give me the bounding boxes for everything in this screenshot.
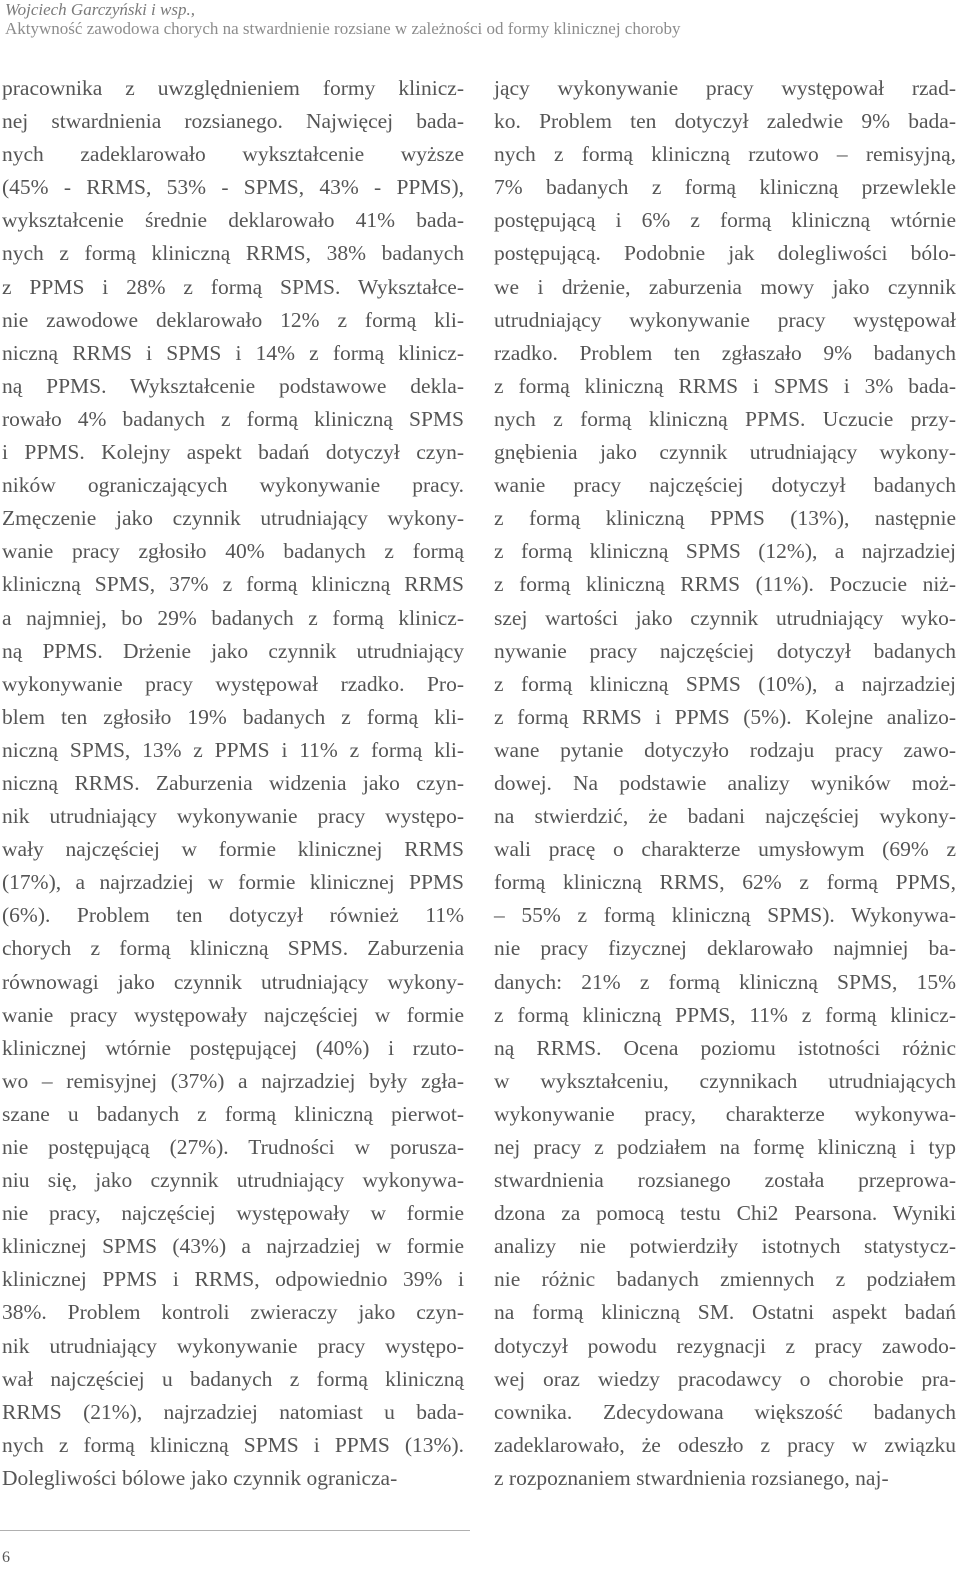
text-line: Zmęczenie jako czynnik utrudniający wykony- (2, 506, 464, 531)
text-line: analizy nie potwierdziły istotnych statystycz- (494, 1234, 956, 1259)
text-line: postępującą i 6% z formą kliniczną wtórnie (494, 208, 956, 233)
text-line: wykonywanie pracy, charakterze wykonywa- (494, 1101, 956, 1126)
text-line: z formą RRMS i PPMS (5%). Kolejne analizo- (494, 704, 956, 729)
text-line: ną RRMS. Ocena poziomu istotności różnic (494, 1035, 956, 1060)
text-line: z formą kliniczną RRMS i SPMS i 3% bada- (494, 373, 956, 398)
text-line: szane u badanych z formą kliniczną pierwot- (2, 1101, 464, 1126)
text-line: chorych z formą kliniczną SPMS. Zaburzenia (2, 936, 464, 961)
text-line: ną PPMS. Drżenie jako czynnik utrudniający (2, 638, 464, 663)
text-line: Dolegliwości bólowe jako czynnik ogranicza- (2, 1465, 398, 1490)
text-line: z PPMS i 28% z formą SPMS. Wykształce- (2, 274, 464, 299)
text-line: danych: 21% z formą kliniczną SPMS, 15% (494, 969, 956, 994)
text-line: nych z formą kliniczną rzutowo – remisyjną, (494, 142, 956, 167)
text-line: 7% badanych z formą kliniczną przewlekle (494, 175, 956, 200)
text-line: nej stwardnienia rozsianego. Najwięcej bada- (2, 109, 464, 134)
text-line: cownika. Zdecydowana większość badanych (494, 1399, 956, 1424)
text-line: ko. Problem ten dotyczył zaledwie 9% bada- (494, 109, 956, 134)
text-line: klinicznej PPMS i RRMS, odpowiednio 39% i (2, 1267, 464, 1292)
text-line: rowało 4% badanych z formą kliniczną SPMS (2, 406, 464, 431)
text-line: klinicznej wtórnie postępującej (40%) i rzuto- (2, 1035, 464, 1060)
text-line: ników ograniczających wykonywanie pracy. (2, 473, 464, 498)
text-line: niczną SPMS, 13% z PPMS i 11% z formą kli- (2, 737, 464, 762)
text-line: stwardnienia rozsianego została przeprowa- (494, 1168, 956, 1193)
text-line: nie pracy, najczęściej występowały w formie (2, 1201, 464, 1226)
text-line: wanie pracy występowały najczęściej w formie (2, 1002, 464, 1027)
text-line: nych z formą kliniczną RRMS, 38% badanych (2, 241, 464, 266)
text-line: dzona za pomocą testu Chi2 Pearsona. Wyniki (494, 1201, 956, 1226)
text-line: RRMS (21%), najrzadziej natomiast u bada- (2, 1399, 464, 1424)
text-line: z formą kliniczną RRMS (11%). Poczucie niż- (494, 572, 956, 597)
text-line: z formą kliniczną SPMS (10%), a najrzadziej (494, 671, 956, 696)
page-number: 6 (2, 1549, 10, 1566)
text-line: nie postępującą (27%). Trudności w porusza- (2, 1135, 464, 1159)
text-line: jący wykonywanie pracy występował rzad- (494, 76, 956, 100)
text-line: utrudniający wykonywanie pracy występował (494, 307, 956, 332)
right-text-column (494, 72, 956, 1495)
text-line: wykształcenie średnie deklarowało 41% bada- (2, 208, 464, 233)
text-line: rzadko. Problem ten zgłaszało 9% badanych (494, 340, 956, 365)
text-line: nych zadeklarowało wykształcenie wyższe (2, 142, 464, 167)
text-line: równowagi jako czynnik utrudniający wykony- (2, 969, 464, 994)
text-line: wali pracę o charakterze umysłowym (69% z (494, 837, 956, 862)
text-line: wane pytanie dotyczyło rodzaju pracy zawo- (494, 737, 956, 762)
text-line: – 55% z formą kliniczną SPMS). Wykonywa- (494, 903, 956, 928)
text-line: nik utrudniający wykonywanie pracy występo- (2, 804, 464, 829)
text-line: niu się, jako czynnik utrudniający wykonywa- (2, 1168, 464, 1193)
text-line: a najmniej, bo 29% badanych z formą klinicz- (2, 605, 464, 630)
text-line: klinicznej SPMS (43%) a najrzadziej w formie (2, 1234, 464, 1259)
text-line: dotyczył powodu rezygnacji z pracy zawodo- (494, 1333, 956, 1358)
text-line: ną PPMS. Wykształcenie podstawowe dekla- (2, 373, 464, 398)
text-line: nie pracy fizycznej deklarowało najmniej ba- (494, 936, 956, 961)
text-line: z formą kliniczną PPMS (13%), następnie (494, 506, 956, 531)
running-header (5, 0, 955, 38)
text-line: nywanie pracy najczęściej dotyczył badanych (494, 638, 956, 663)
header-authors: Wojciech Garczyński i wsp., (5, 0, 195, 19)
text-line: 38%. Problem kontroli zwieraczy jako czyn- (2, 1300, 464, 1325)
header-article-title: Aktywność zawodowa chorych na stwardnienie rozsiane w zależności od formy klinicznej choroby (5, 19, 681, 38)
text-line: zadeklarowało, że odeszło z pracy w związku (494, 1432, 956, 1457)
text-line: we i drżenie, zaburzenia mowy jako czynnik (494, 274, 956, 299)
text-line: (17%), a najrzadziej w formie klinicznej PPMS (2, 870, 464, 895)
text-line: niczną RRMS. Zaburzenia widzenia jako czyn- (2, 770, 464, 795)
text-line: na formą kliniczną SM. Ostatni aspekt badań (494, 1300, 956, 1325)
text-line: nych z formą kliniczną SPMS i PPMS (13%). (2, 1432, 464, 1457)
text-line: dowej. Na podstawie analizy wyników moż- (494, 770, 956, 795)
text-line: z formą kliniczną PPMS, 11% z formą klinicz- (494, 1002, 956, 1027)
text-line: gnębienia jako czynnik utrudniający wykony- (494, 440, 956, 465)
text-line: formą kliniczną RRMS, 62% z formą PPMS, (494, 870, 956, 895)
text-line: wał najczęściej u badanych z formą kliniczną (2, 1366, 464, 1391)
text-line: blem ten zgłosiło 19% badanych z formą kli- (2, 704, 464, 729)
text-line: szej wartości jako czynnik utrudniający wyko- (494, 605, 956, 630)
text-line: pracownika z uwzględnieniem formy klinicz- (2, 76, 464, 100)
text-line: nych z formą kliniczną PPMS. Uczucie przy- (494, 406, 956, 431)
text-line: w wykształceniu, czynnikach utrudniających (494, 1068, 956, 1093)
text-line: wykonywanie pracy występował rzadko. Pro- (2, 671, 464, 696)
text-line: z rozpoznaniem stwardnienia rozsianego, naj- (494, 1465, 889, 1490)
text-line: postępującą. Podobnie jak dolegliwości bólo- (494, 241, 956, 266)
text-line: wanie pracy najczęściej dotyczył badanych (494, 473, 956, 498)
text-line: wej oraz wiedzy pracodawcy o chorobie pra- (494, 1366, 956, 1391)
text-line: wo – remisyjnej (37%) a najrzadziej były zgła- (2, 1068, 464, 1093)
text-line: nej pracy z podziałem na formę kliniczną i typ (494, 1135, 956, 1159)
text-line: niczną RRMS i SPMS i 14% z formą klinicz- (2, 340, 464, 365)
text-line: nie różnic badanych zmiennych z podziałem (494, 1267, 956, 1292)
text-line: i PPMS. Kolejny aspekt badań dotyczył czyn- (2, 440, 464, 465)
text-line: nie zawodowe deklarowało 12% z formą kli- (2, 307, 464, 332)
text-line: na stwierdzić, że badani najczęściej wykony- (494, 804, 956, 829)
text-line: nik utrudniający wykonywanie pracy występo- (2, 1333, 464, 1358)
footer-divider (0, 1530, 470, 1531)
text-line: (45% - RRMS, 53% - SPMS, 43% - PPMS), (2, 175, 464, 200)
text-line: (6%). Problem ten dotyczył również 11% (2, 903, 464, 928)
text-line: wanie pracy zgłosiło 40% badanych z formą (2, 539, 464, 564)
text-line: wały najczęściej w formie klinicznej RRMS (2, 837, 464, 862)
text-line: kliniczną SPMS, 37% z formą kliniczną RRMS (2, 572, 464, 597)
left-text-column (2, 72, 464, 1495)
text-line: z formą kliniczną SPMS (12%), a najrzadziej (494, 539, 956, 564)
